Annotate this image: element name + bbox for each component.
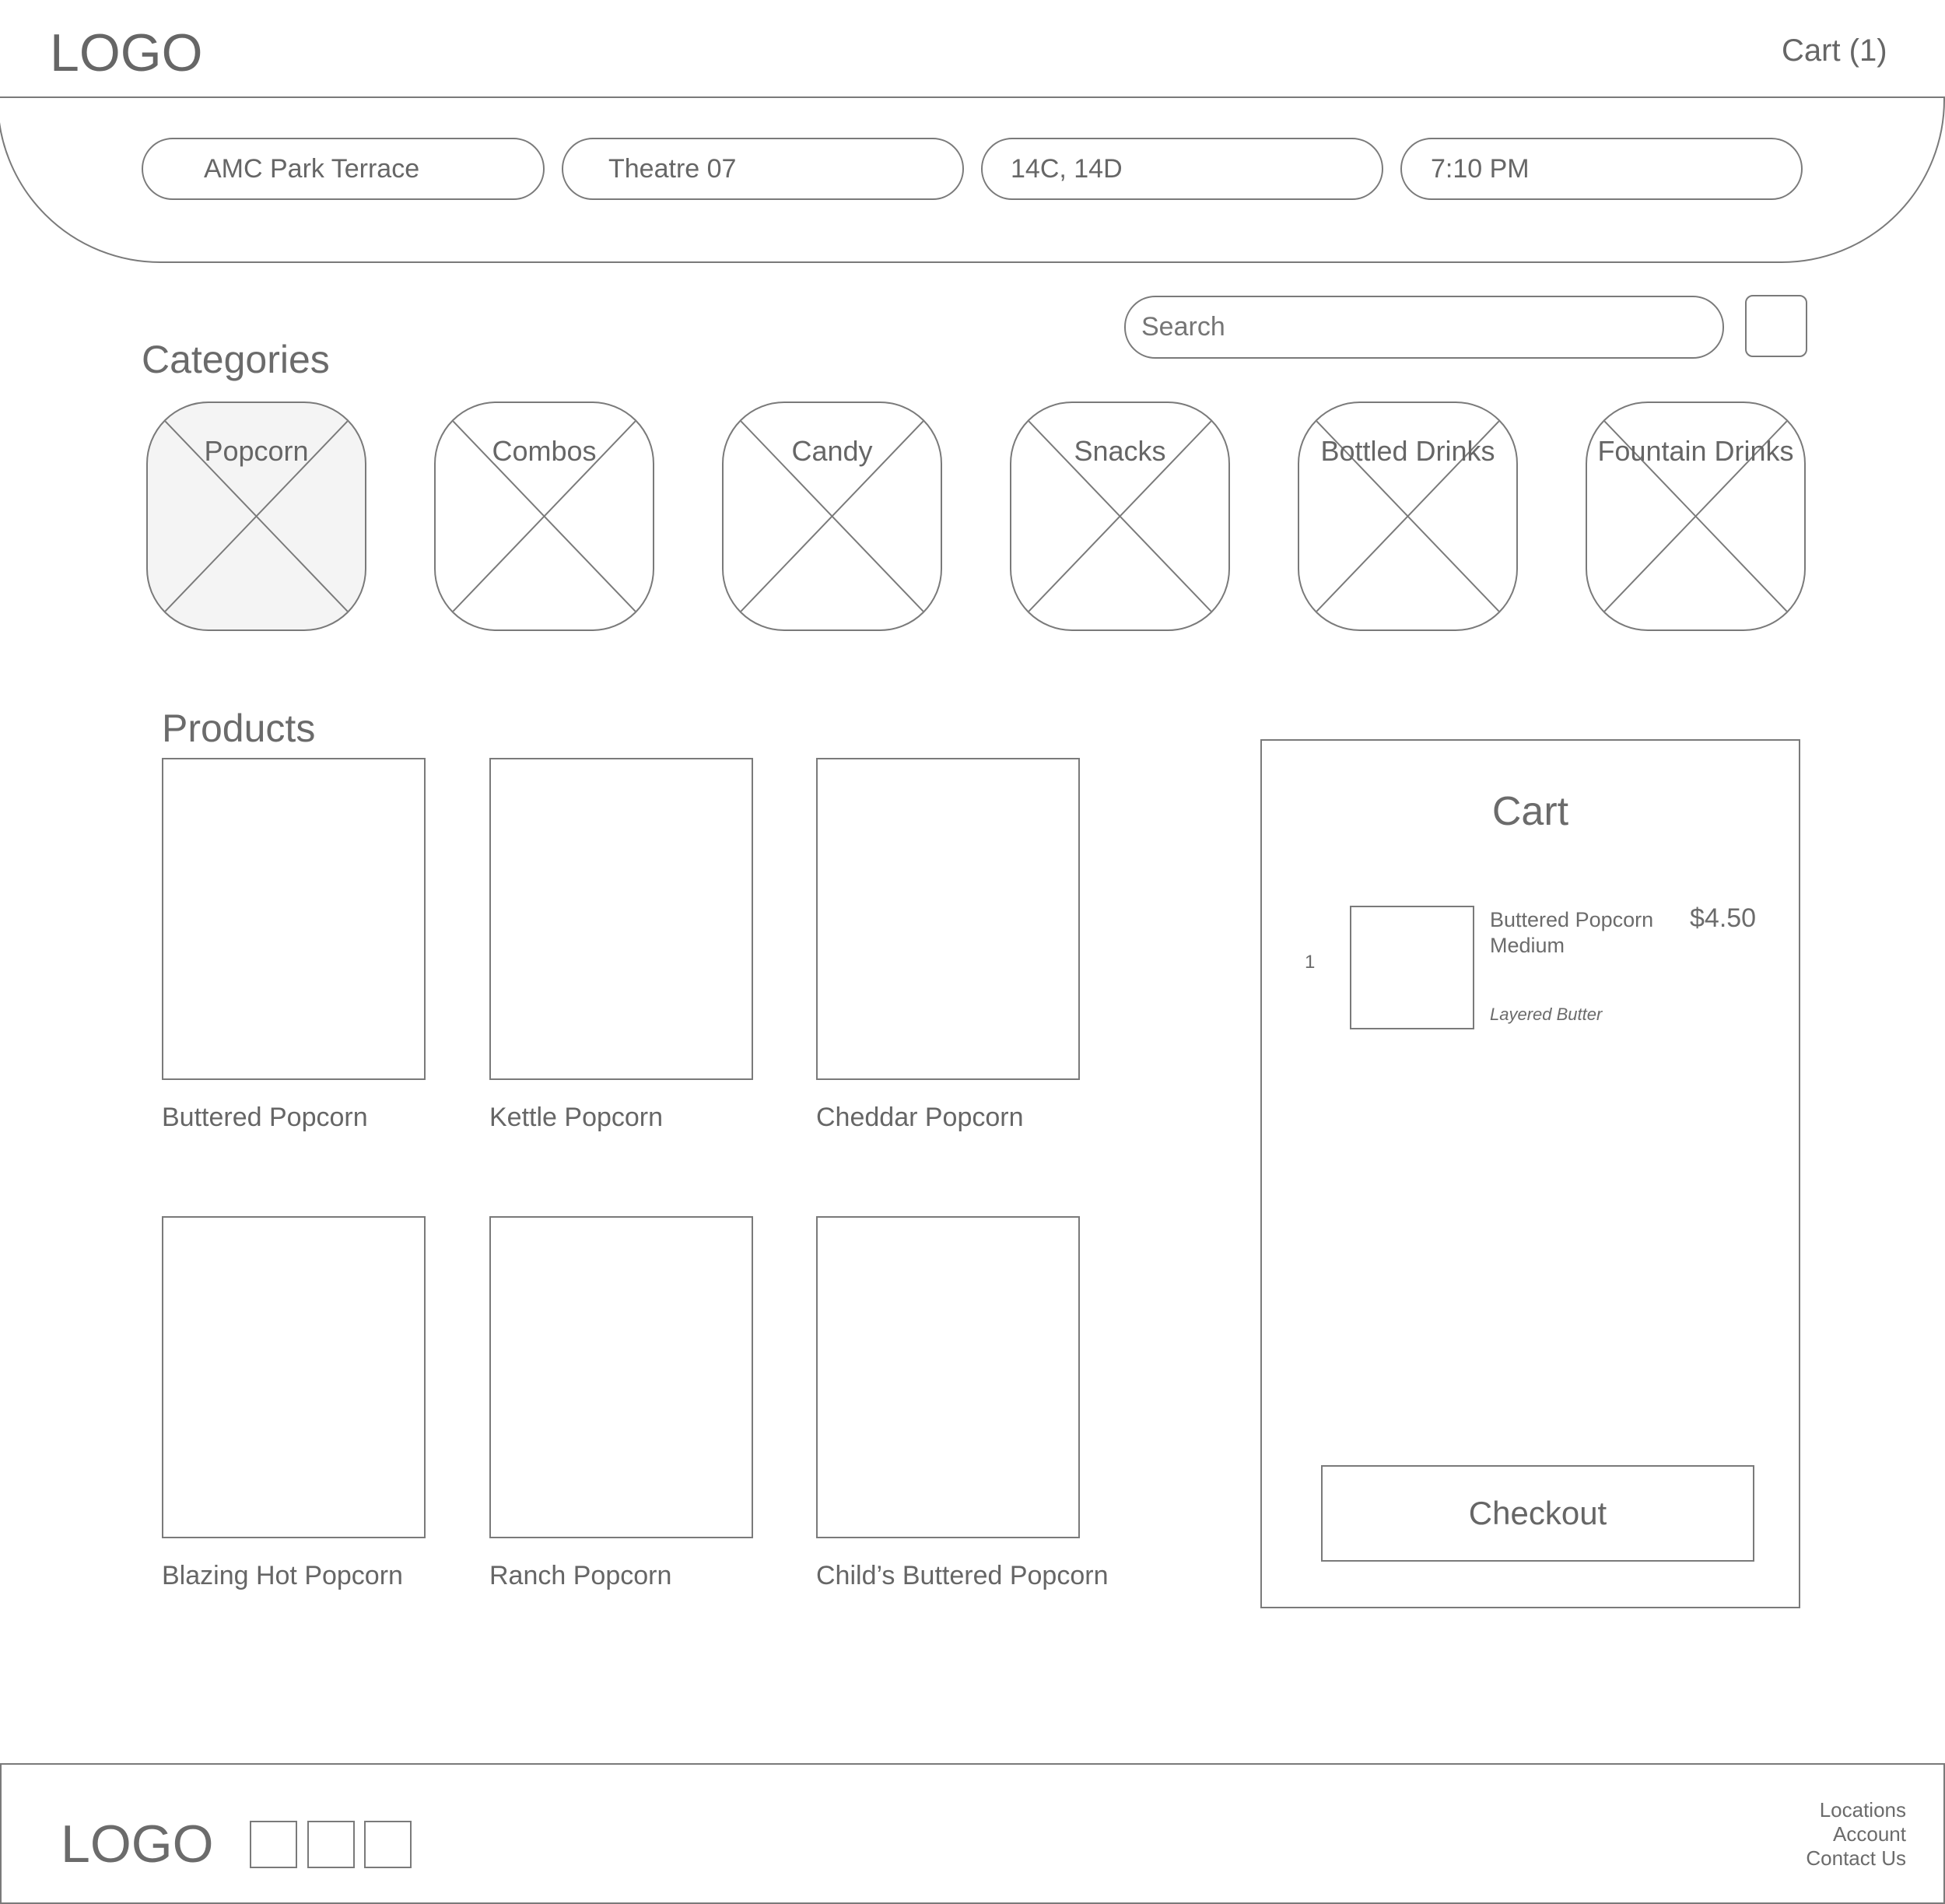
- social-icon-1[interactable]: [250, 1821, 297, 1868]
- category-fountain-drinks[interactable]: [1586, 401, 1806, 631]
- product-image[interactable]: [816, 758, 1080, 1080]
- product-image[interactable]: [489, 1216, 753, 1538]
- logo[interactable]: LOGO: [50, 23, 203, 82]
- checkout-button[interactable]: Checkout: [1321, 1465, 1754, 1562]
- category-label: Snacks: [1074, 435, 1166, 467]
- product-image[interactable]: [162, 758, 426, 1080]
- cart-item-image: [1350, 906, 1474, 1029]
- auditorium-selector[interactable]: [562, 138, 964, 200]
- product-image[interactable]: [489, 758, 753, 1080]
- category-label: Popcorn: [204, 435, 309, 467]
- cart-item-option: Layered Butter: [1490, 1005, 1603, 1024]
- category-snacks[interactable]: [1010, 401, 1230, 631]
- product-name[interactable]: Buttered Popcorn: [162, 1103, 368, 1132]
- social-icon-2[interactable]: [307, 1821, 355, 1868]
- footer-logo[interactable]: LOGO: [61, 1815, 214, 1874]
- category-label: Bottled Drinks: [1320, 435, 1495, 467]
- search-button[interactable]: [1745, 295, 1807, 357]
- products-heading: Products: [162, 707, 316, 750]
- product-name[interactable]: Kettle Popcorn: [489, 1103, 664, 1132]
- cart-title: Cart: [1491, 789, 1569, 834]
- cart-item-name: Buttered Popcorn: [1490, 908, 1654, 931]
- seats-selector[interactable]: [981, 138, 1383, 200]
- footer-link-locations[interactable]: Locations: [1819, 1798, 1906, 1822]
- category-bottled-drinks[interactable]: [1298, 401, 1518, 631]
- categories-heading: Categories: [142, 338, 330, 381]
- footer-link-contact[interactable]: Contact Us: [1806, 1846, 1906, 1870]
- category-combos[interactable]: [434, 401, 654, 631]
- product-image[interactable]: [816, 1216, 1080, 1538]
- cart-item-price: $4.50: [1690, 903, 1757, 933]
- category-label: Combos: [492, 435, 597, 467]
- product-name[interactable]: Child’s Buttered Popcorn: [816, 1561, 1109, 1590]
- product-name[interactable]: Cheddar Popcorn: [816, 1103, 1024, 1132]
- cart-item-details: [1490, 907, 1669, 959]
- showtime-value: 7:10 PM: [1431, 154, 1530, 184]
- auditorium-value: Theatre 07: [608, 154, 737, 184]
- cart-link[interactable]: Cart (1): [1782, 33, 1887, 68]
- social-icon-3[interactable]: [364, 1821, 412, 1868]
- category-candy[interactable]: [722, 401, 942, 631]
- product-name[interactable]: Ranch Popcorn: [489, 1561, 672, 1590]
- category-label: Fountain Drinks: [1597, 435, 1794, 467]
- seats-value: 14C, 14D: [1011, 154, 1123, 184]
- cart-item-size: Medium: [1490, 934, 1565, 957]
- theater-value: AMC Park Terrace: [204, 154, 420, 184]
- category-label: Candy: [791, 435, 873, 467]
- cart-item-quantity[interactable]: 1: [1305, 952, 1316, 973]
- search-input[interactable]: [1124, 296, 1724, 359]
- category-popcorn[interactable]: [146, 401, 366, 631]
- product-name[interactable]: Blazing Hot Popcorn: [162, 1561, 403, 1590]
- product-image[interactable]: [162, 1216, 426, 1538]
- theater-selector[interactable]: [142, 138, 545, 200]
- showtime-selector[interactable]: [1400, 138, 1803, 200]
- footer-link-account[interactable]: Account: [1833, 1822, 1906, 1846]
